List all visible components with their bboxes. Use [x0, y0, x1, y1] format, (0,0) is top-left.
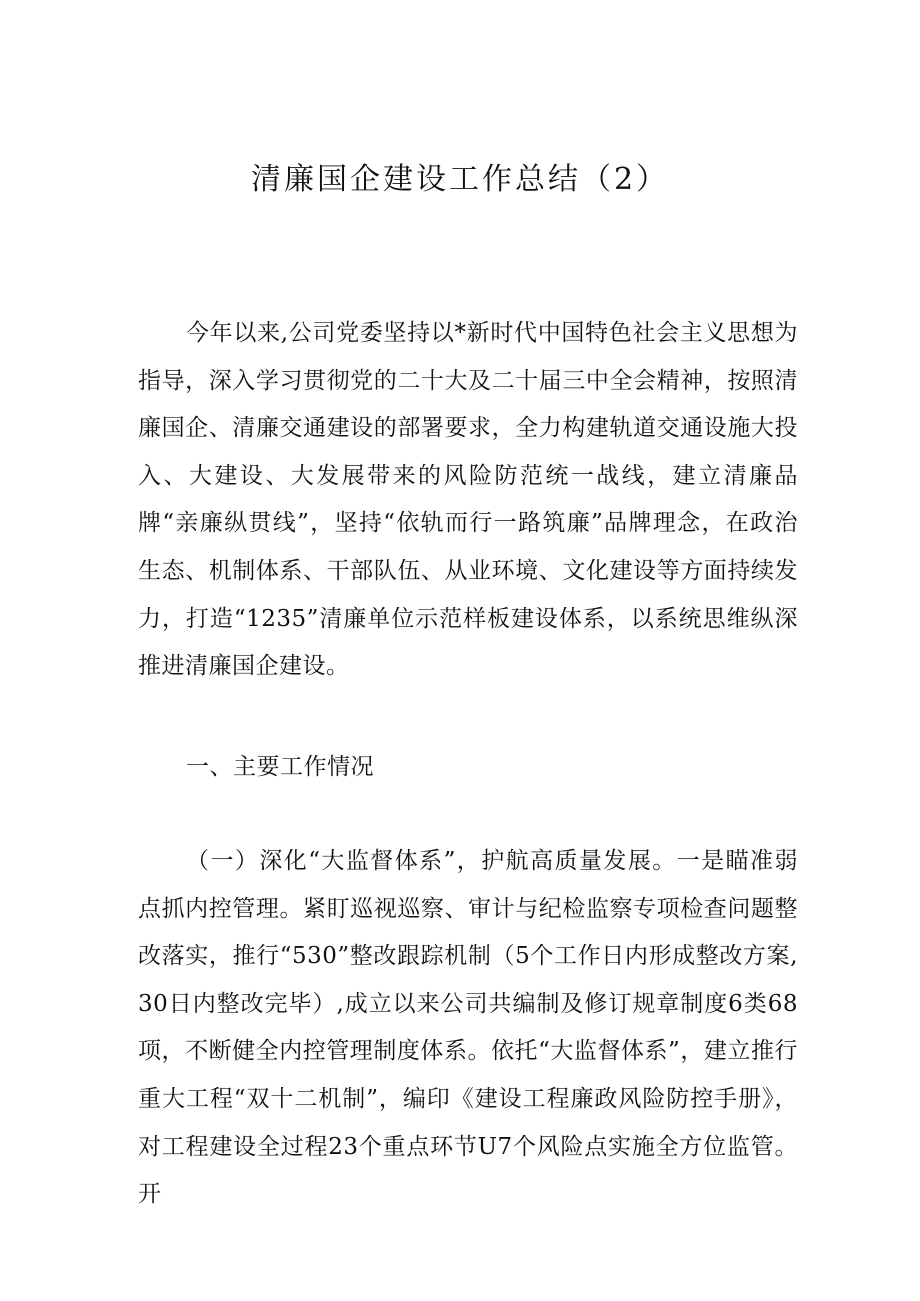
document-title: 清廉国企建设工作总结（2） [250, 162, 670, 197]
section-paragraph: （一）深化“大监督体系”，护航高质量发展。一是瞄准弱点抓内控管理。紧盯巡视巡察、审计与纪检监察专项检查问题整改落实，推行“530”整改跟踪机制（5个工作日内形成整改方案,30日内整改完毕）,成立以来公司共编制及修订规章制度6类68项，不断健全内控管理制度体系。依托“大监督体系”，建立推行重大工程“双十二机制”，编印《建设工程廉政风险防控手册》，对工程建设全过程23个重点环节U7个风险点实施全方位监管。开 [138, 848, 798, 1208]
section-heading: 一、主要工作情况 [186, 754, 374, 780]
intro-paragraph: 今年以来,公司党委坚持以*新时代中国特色社会主义思想为指导，深入学习贯彻党的二十大及二十届三中全会精神，按照清廉国企、清廉交通建设的部署要求，全力构建轨道交通设施大投入、大建设、大发展带来的风险防范统一战线，建立清廉品牌“亲廉纵贯线”，坚持“依轨而行一路筑廉”品牌理念，在政治生态、机制体系、干部队伍、从业环境、文化建设等方面持续发力，打造“1235”清廉单位示范样板建设体系，以系统思维纵深推进清廉国企建设。 [138, 320, 798, 680]
